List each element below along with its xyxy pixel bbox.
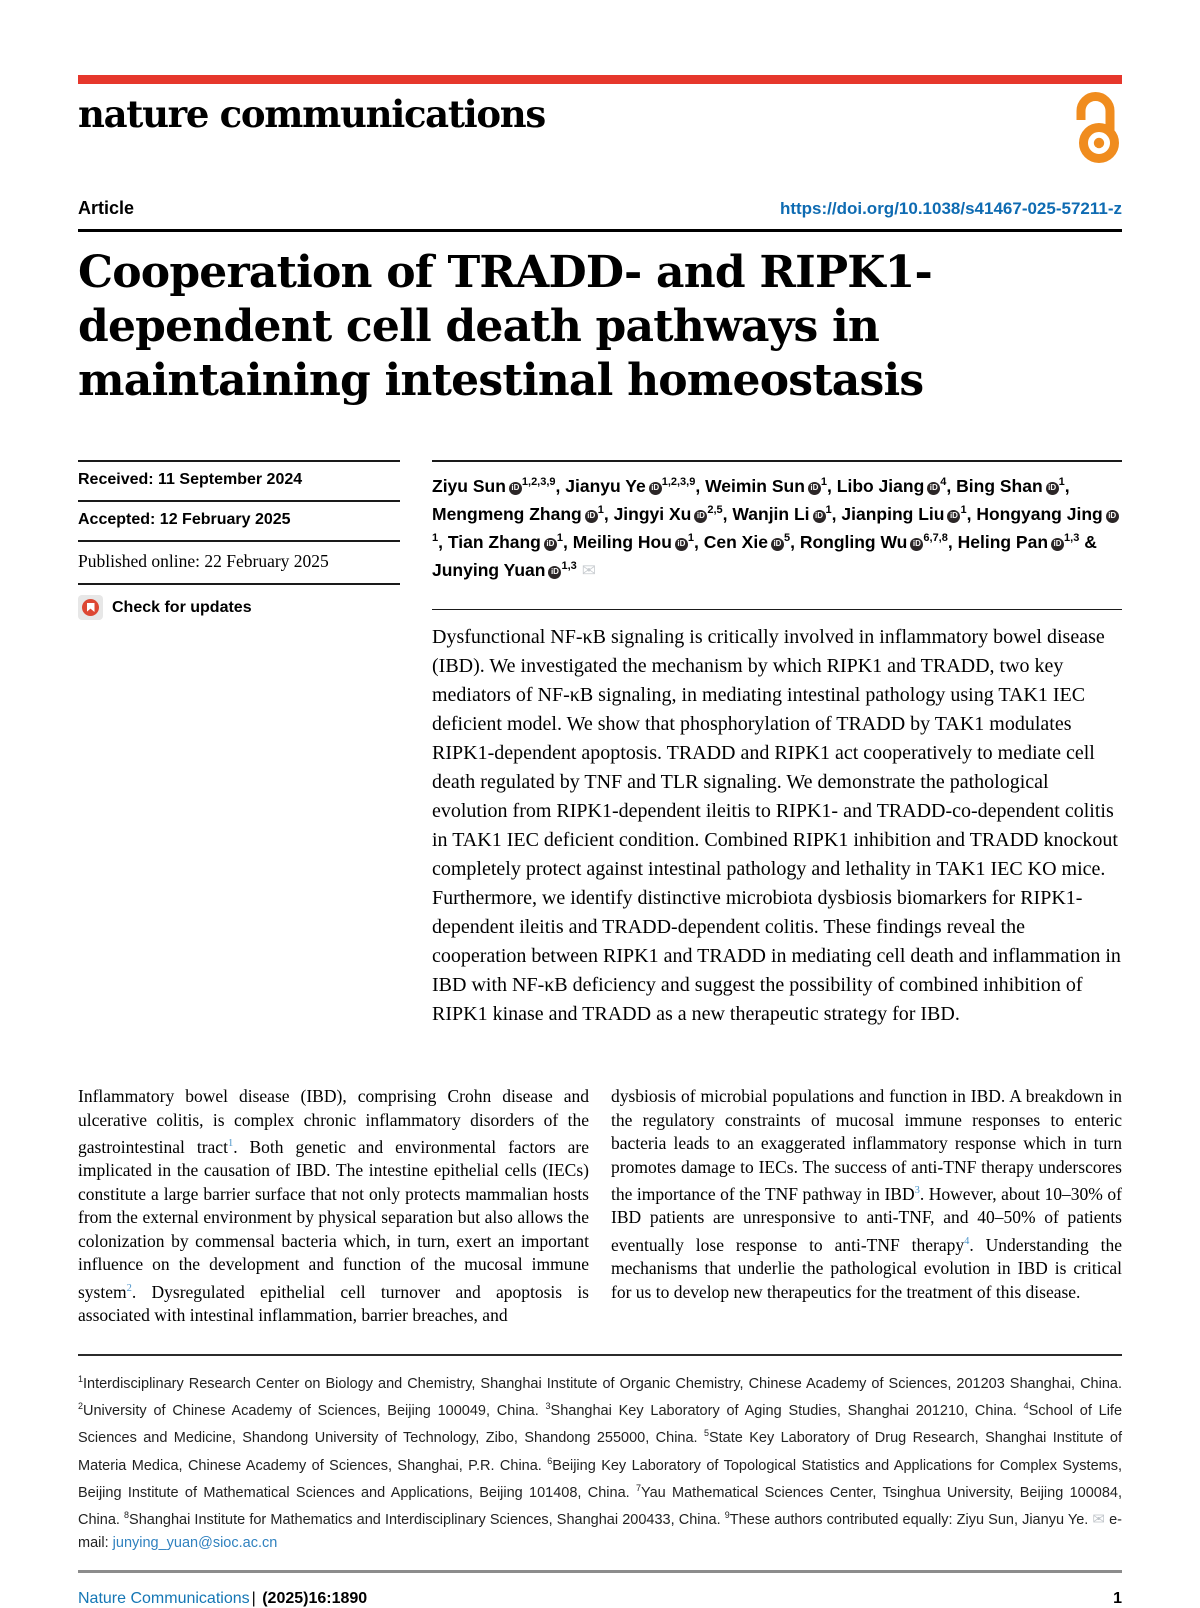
title-divider (78, 229, 1122, 232)
orcid-icon[interactable]: iD (808, 482, 821, 495)
article-type-label: Article (78, 198, 135, 218)
reference-superscript: 6 (547, 1455, 553, 1466)
check-for-updates-button[interactable] (78, 583, 400, 620)
reference-superscript: 3 (914, 1185, 920, 1196)
journal-accent-bar (78, 75, 1122, 84)
title-line-1: Cooperation of TRADD- and RIPK1- (78, 247, 932, 298)
author-affiliation-superscript: 1,2,3,9 (661, 476, 696, 489)
orcid-icon[interactable]: iD (771, 538, 784, 551)
page-number: 1 (1113, 1590, 1122, 1608)
author-name: Tian Zhang (447, 532, 541, 552)
intro-right-column: dysbiosis of microbial populations and function in IBD. A breakdown in the regulatory constraints of mucosal immune responses to enteric bacteria leads to an exaggerated inflammatory response which in turn promotes damage to IECs. The success of anti-TNF therapy underscores the importance of the TNF pathway in IBD$^3$. However, about 10–30% of IBD patients are unresponsive to anti-TNF, and 40–50% of patients eventually lose response to anti-TNF therapy$^4$. Understanding the mechanisms that underlie the pathological evolution in IBD is critical for us to develop new therapeutics for the treatment of this disease. (611, 1086, 1122, 1302)
journal-logo: nature communications (78, 92, 545, 136)
reference-superscript: 4 (964, 1235, 970, 1247)
author-name: Hongyang Jing (976, 504, 1103, 524)
author-affiliation-superscript: 1,3 (1064, 532, 1080, 545)
author-name: Wanjin Li (732, 504, 810, 524)
page-footer (78, 1570, 1122, 1608)
accepted-date: Accepted: 12 February 2025 (78, 500, 400, 540)
author-affiliation-superscript: 2,5 (707, 504, 723, 517)
received-date: Received: 11 September 2024 (78, 460, 400, 500)
footer-separator: | (251, 1590, 256, 1608)
author-affiliation-superscript: 1 (825, 504, 832, 517)
right-column (432, 460, 1122, 1029)
author-affiliation-superscript: 1 (820, 476, 828, 489)
reference-superscript: 4 (1023, 1400, 1029, 1411)
reference-superscript: 1 (227, 1138, 234, 1149)
author-affiliation-superscript: 1 (432, 532, 439, 545)
orcid-icon[interactable]: iD (585, 510, 598, 523)
orcid-icon[interactable]: iD (1106, 510, 1119, 523)
author-list: Ziyu Sun iD $^{1,2,3,9}$, Jianyu Ye iD $^{1,2,3,9}$, Weimin Sun iD $^1$, Libo Jiang iD $^4$, Bing Shan iD $^1$, Mengmeng Zhang iD $^1$, Jingyi Xu iD $^{2,5}$, Wanjin Li iD $^1$, Jianping Liu iD $^1$, Hongyang Jing $iD^1$, Tian Zhang iD $^1$, Meiling Hou iD $^1$, Cen Xie iD $^5$, Rongling Wu iD $^{6,7,8}$, Heling Pan iD $^{1,3}$ & Junying Yuan iD $^{1,3}$ ✉ (432, 460, 1122, 585)
article-title (78, 246, 1122, 408)
author-affiliation-superscript: 1,3 (561, 560, 577, 573)
affiliations-footnotes: $^1$Interdisciplinary Research Center on Biology and Chemistry, Shanghai Institute of Organic Chemistry, Chinese Academy of Sciences, 201203 Shanghai, China. $^2$University of Chinese Academy of Sciences, Beijing 100049, China. $^3$Shanghai Key Laboratory of Aging Studies, Shanghai 201210, China. $^4$School of Life Sciences and Medicine, Shandong University of Technology, Zibo, Shandong 255000, China. $^5$State Key Laboratory of Drug Research, Shanghai Institute of Materia Medica, Chinese Academy of Sciences, Shanghai, P.R. China. $^6$Beijing Key Laboratory of Topological Statistics and Applications for Complex Systems, Beijing Institute of Mathematical Sciences and Applications, Beijing 101408, China. $^7$Yau Mathematical Sciences Center, Tsinghua University, Beijing 100084, China. $^8$Shanghai Institute for Mathematics and Interdisciplinary Sciences, Shanghai 200433, China. $^9$These authors contributed equally: Ziyu Sun, Jianyu Ye. ✉ e-mail: junying_yuan@sioc.ac.cn (78, 1354, 1122, 1554)
main-grid (78, 460, 1122, 1029)
reference-superscript: 3 (545, 1400, 551, 1411)
reference-superscript: 7 (636, 1482, 641, 1493)
author-name: Ziyu Sun (432, 476, 506, 496)
author-affiliation-superscript: 1 (556, 532, 563, 545)
author-affiliation-superscript: 1 (597, 504, 604, 517)
author-name: Libo Jiang (836, 476, 925, 496)
reference-superscript: 1 (78, 1373, 83, 1384)
reference-superscript: 2 (78, 1400, 83, 1411)
article-row (78, 198, 1122, 219)
author-affiliation-superscript: 1 (960, 504, 967, 517)
author-name: Junying Yuan (432, 560, 546, 580)
orcid-icon[interactable]: iD (675, 538, 688, 551)
abstract: Dysfunctional NF-κB signaling is critically involved in inflammatory bowel disease (IBD). We investigated the mechanism by which RIPK1 and TRADD, two key mediators of NF-κB signaling, in mediating intestinal pathology using TAK1 IEC deficient model. We show that phosphorylation of TRADD by TAK1 modulates RIPK1-dependent apoptosis. TRADD and RIPK1 act cooperatively to mediate cell death regulated by TNF and TLR signaling. We demonstrate the pathological evolution from RIPK1-dependent ileitis to RIPK1- and TRADD-co-dependent colitis in TAK1 IEC deficient condition. Combined RIPK1 inhibition and TRADD knockout completely protect against intestinal pathology and lethality in TAK1 IEC KO mice. Furthermore, we identify distinctive microbiota dysbiosis biomarkers for RIPK1-dependent ileitis and TRADD-dependent colitis. These findings reveal the cooperation between RIPK1 and TRADD in mediating cell death and inflammation in IBD with NF-κB deficiency and suggest the possibility of combined inhibition of RIPK1 kinase and TRADD as a new therapeutic strategy for IBD. (432, 609, 1122, 1029)
orcid-icon[interactable]: iD (947, 510, 960, 523)
author-name: Heling Pan (957, 532, 1049, 552)
orcid-icon[interactable]: iD (509, 482, 522, 495)
orcid-icon[interactable]: iD (910, 538, 923, 551)
orcid-icon[interactable]: iD (694, 510, 707, 523)
author-affiliation-superscript: 5 (783, 532, 791, 545)
author-name: Jingyi Xu (613, 504, 692, 524)
crossmark-icon (78, 595, 103, 620)
email-link[interactable]: junying_yuan@sioc.ac.cn (112, 1534, 278, 1551)
orcid-icon[interactable]: iD (544, 538, 557, 551)
author-name: Bing Shan (956, 476, 1043, 496)
footer-citation-number: (2025)16:1890 (257, 1590, 368, 1608)
author-name: Mengmeng Zhang (432, 504, 582, 524)
author-affiliation-superscript: 6,7,8 (923, 532, 948, 545)
masthead (78, 92, 1122, 170)
author-name: Rongling Wu (799, 532, 908, 552)
orcid-icon[interactable]: iD (813, 510, 826, 523)
title-line-3: maintaining intestinal homeostasis (78, 355, 924, 406)
orcid-icon[interactable]: iD (548, 566, 561, 579)
open-access-icon (1070, 92, 1122, 164)
doi-link[interactable]: https://doi.org/10.1038/s41467-025-57211-z (779, 199, 1122, 218)
reference-superscript: 9 (724, 1510, 730, 1521)
envelope-icon: ✉ (1092, 1511, 1105, 1529)
author-name: Jianyu Ye (565, 476, 646, 496)
author-affiliation-superscript: 1,2,3,9 (521, 476, 556, 489)
author-name: Jianping Liu (841, 504, 945, 524)
author-name: Weimin Sun (705, 476, 805, 496)
check-for-updates-label: Check for updates (112, 598, 252, 616)
orcid-icon[interactable]: iD (649, 482, 662, 495)
reference-superscript: 5 (703, 1428, 709, 1439)
intro-left-column: Inflammatory bowel disease (IBD), comprising Crohn disease and ulcerative colitis, is complex chronic inflammatory disorders of the gastrointestinal tract$^1$. Both genetic and environmental factors are implicated in the causation of IBD. The intestine epithelial cells (IECs) constitute a large barrier surface that not only protects mammalian hosts from the external environment by physical separation but also allows the colonization by commensal bacteria which, in turn, exert an important influence on the development and function of the mucosal immune system$^2$. Dysregulated epithelial cell turnover and apoptosis is associated with intestinal inflammation, barrier breaches, and (78, 1086, 589, 1326)
article-history (78, 460, 400, 1029)
title-line-2: dependent cell death pathways in (78, 301, 880, 352)
author-affiliation-superscript: 1 (687, 532, 695, 545)
author-affiliation-superscript: 4 (940, 476, 947, 489)
author-name: Meiling Hou (572, 532, 672, 552)
published-date: Published online: 22 February 2025 (78, 540, 400, 583)
orcid-icon[interactable]: iD (927, 482, 940, 495)
author-affiliation-superscript: 1 (1058, 476, 1065, 489)
reference-superscript: 8 (124, 1510, 130, 1521)
introduction-section (78, 1085, 1122, 1328)
author-name: Cen Xie (703, 532, 768, 552)
reference-superscript: 2 (126, 1282, 132, 1294)
orcid-icon[interactable]: iD (1046, 482, 1059, 495)
footer-journal-link[interactable]: Nature Communications (78, 1590, 250, 1608)
envelope-icon: ✉ (581, 561, 596, 580)
orcid-icon[interactable]: iD (1051, 538, 1064, 551)
